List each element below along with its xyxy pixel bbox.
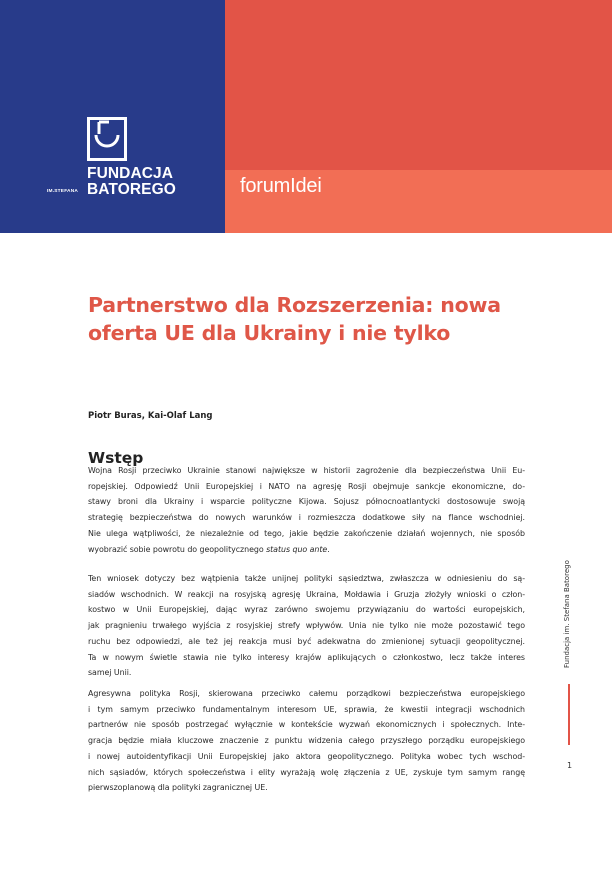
paragraph-line: Nie ulega wątpliwości, że niezależnie od tego, jakie będzie zakończenie działań wojennych, nie sposób xyxy=(88,528,525,538)
publisher-side-label: Fundacja im. Stefana Batorego xyxy=(563,560,571,668)
paragraph-line: Wojna Rosji przeciwko Ukrainie stanowi największe w historii zagrożenie dla bezpieczeństwa Unii Eu- xyxy=(88,466,525,475)
paragraph-line: kostwo w Unii Europejskiej, dając wyraz zarówno swojemu przywiązaniu do wartości europejskich, xyxy=(88,605,525,615)
authors: Piotr Buras, Kai-Olaf Lang xyxy=(88,411,213,421)
paragraph-line: Ta w nowym świetle stawia nie tylko interesy krajów aplikujących o członkostwo, lecz także interes xyxy=(88,652,525,662)
title-line-1: Partnerstwo dla Rozszerzenia: nowa xyxy=(88,293,501,317)
paragraph-line: gracja będzie miała kluczowe znaczenie z punktu widzenia całego przyszłego porządku europejskiego xyxy=(88,736,525,746)
paragraph-line-text: wyobrazić sobie powrotu do geopolitycznego xyxy=(88,544,267,554)
paragraph-line: jak pragnieniu trwałego wyjścia z rosyjskiej strefy wpływów. Unia nie tylko nie może pozostawić tego xyxy=(88,621,525,631)
foundation-logo-text xyxy=(87,166,176,198)
logo-line1: FUNDACJA xyxy=(87,165,174,182)
paragraph-line: ropejskiej. Odpowiedź Unii Europejskiej i NATO na agresję Rosji obejmuje sankcje ekonomiczne, do- xyxy=(88,481,525,491)
section-heading: Wstęp xyxy=(88,449,144,467)
paragraph-line: siadów wschodnich. W reakcji na rosyjską agresję Ukraina, Mołdawia i Gruzja złożyły wnioski o człon- xyxy=(88,589,525,599)
document-title xyxy=(88,291,508,347)
italic-term: status quo ante xyxy=(266,544,328,554)
paragraph-line: strategię bezpieczeństwa do nowych warunków i rozmieszcza dodatkowe siły na flance wschodniej. xyxy=(88,513,525,523)
series-label: forumIdei xyxy=(240,175,322,197)
foundation-logo-icon xyxy=(87,117,127,161)
paragraph-line: partnerów nie sposób postrzegać wyłącznie w kontekście wyzwań ekonomicznych i społecznych. Inte- xyxy=(88,720,525,730)
paragraph-1 xyxy=(88,463,525,557)
paragraph-line: pierwszoplanową dla polityki zagranicznej UE. xyxy=(88,783,268,793)
side-accent-rule xyxy=(568,684,570,745)
logo-prefix: IM.STEFANA xyxy=(47,189,79,194)
paragraph-line: Ten wniosek dotyczy bez wątpienia także unijnej polityki sąsiedztwa, zwłaszcza w odniesieniu do są- xyxy=(88,574,525,583)
paragraph-line: nich sąsiadów, których społeczeństwa i elity wyrażają wolę złączenia z UE, zyskuje tym samym rangę xyxy=(88,767,525,777)
paragraph-2 xyxy=(88,571,525,681)
paragraph-line xyxy=(88,542,525,558)
paragraph-line: ruchu bez odpowiedzi, ale też jej reakcja musi być adekwatna do zmienionej sytuacji geopolitycznej. xyxy=(88,636,525,646)
logo-line2: BATOREGO xyxy=(87,181,176,198)
paragraph-line: samej Unii. xyxy=(88,668,132,678)
paragraph-line: stawy broni dla Ukrainy i wsparcie polityczne Kijowa. Sojusz północnoatlantycki dostosowuje swoją xyxy=(88,497,525,507)
paragraph-line: i nowej autoidentyfikacji Unii Europejskiej jako aktora geopolitycznego. Polityka wobec tych wschod- xyxy=(88,751,525,761)
paragraph-line: Agresywna polityka Rosji, skierowana przeciwko całemu porządkowi bezpieczeństwa europejskiego xyxy=(88,689,525,698)
title-line-2: oferta UE dla Ukrainy i nie tylko xyxy=(88,321,451,345)
paragraph-line-end: . xyxy=(327,544,330,554)
paragraph-3 xyxy=(88,686,525,796)
paragraph-line: i tym samym przeciwko fundamentalnym interesom UE, sprawia, że kwestii integracji wschodnich xyxy=(88,704,525,714)
page-number: 1 xyxy=(567,761,573,770)
